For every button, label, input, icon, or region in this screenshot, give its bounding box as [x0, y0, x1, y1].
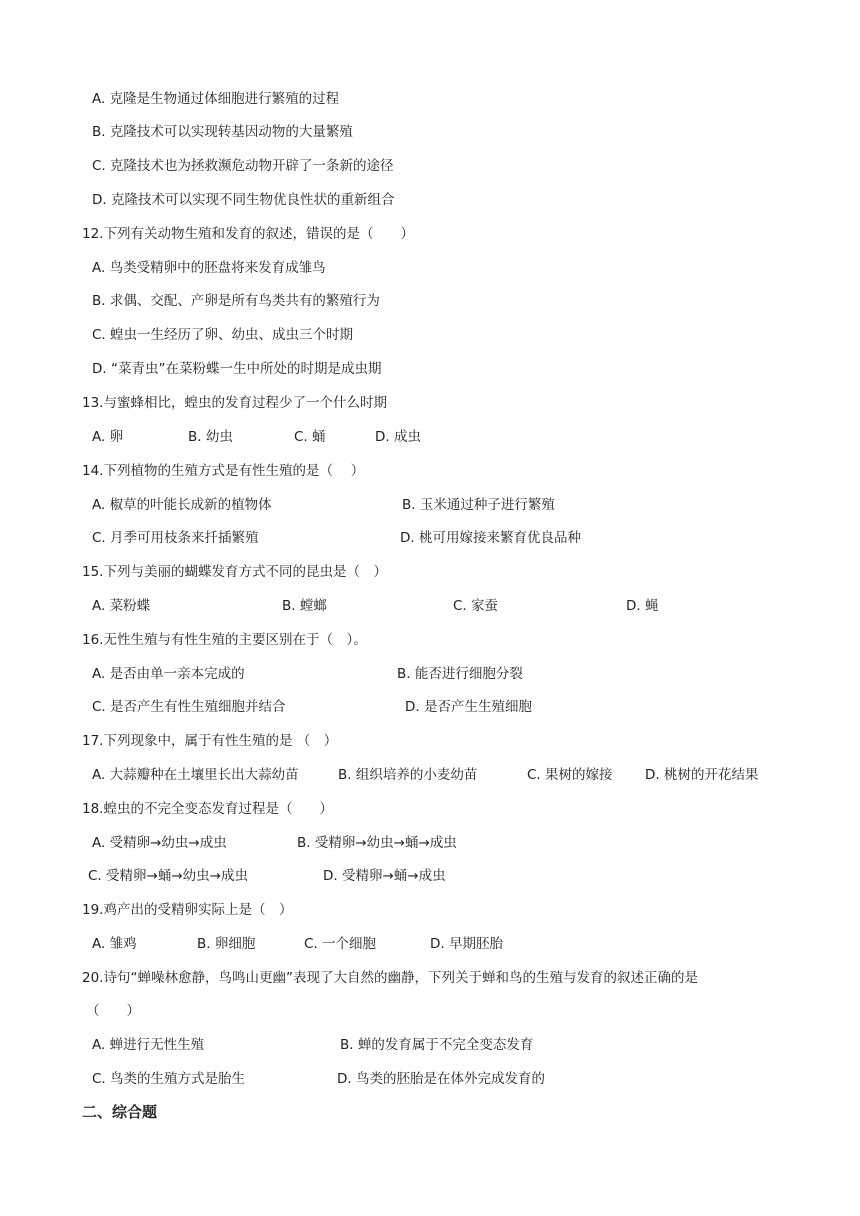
q19-option-c: C. 一个细胞 [304, 936, 377, 952]
q17-option-d: D. 桃树的开花结果 [645, 767, 759, 783]
q17-option-b: B. 组织培养的小麦幼苗 [338, 767, 478, 783]
q14-stem: 14.下列植物的生殖方式是有性生殖的是（ ） [82, 463, 365, 479]
q19-stem: 19.鸡产出的受精卵实际上是（ ） [82, 902, 293, 918]
q20-option-a: A. 蝉进行无性生殖 [92, 1037, 205, 1053]
q12-option-b: B. 求偶、交配、产卵是所有鸟类共有的繁殖行为 [92, 293, 380, 309]
q15-option-d: D. 蝇 [626, 598, 659, 614]
section-heading: 二、综合题 [82, 1103, 158, 1121]
q18-option-b: B. 受精卵→幼虫→蛹→成虫 [297, 835, 457, 851]
q14-option-b: B. 玉米通过种子进行繁殖 [402, 497, 555, 513]
q11-option-b: B. 克隆技术可以实现转基因动物的大量繁殖 [92, 124, 353, 140]
q12-option-c: C. 蝗虫一生经历了卵、幼虫、成虫三个时期 [92, 327, 354, 343]
q20-stem-continued: （ ） [86, 1003, 140, 1019]
q20-option-b: B. 蝉的发育属于不完全变态发育 [340, 1037, 534, 1053]
q19-option-d: D. 早期胚胎 [430, 936, 503, 952]
q18-option-c: C. 受精卵→蛹→幼虫→成虫 [88, 868, 248, 884]
q12-stem: 12.下列有关动物生殖和发育的叙述，错误的是（ ） [82, 226, 414, 242]
q12-option-d: D. “菜青虫”在菜粉蝶一生中所处的时期是成虫期 [92, 361, 382, 377]
q18-option-a: A. 受精卵→幼虫→成虫 [92, 835, 227, 851]
q17-option-a: A. 大蒜瓣种在土壤里长出大蒜幼苗 [92, 767, 299, 783]
q18-option-d: D. 受精卵→蛹→成虫 [323, 868, 446, 884]
q19-option-b: B. 卵细胞 [197, 936, 256, 952]
q16-option-a: A. 是否由单一亲本完成的 [92, 666, 245, 682]
q11-option-c: C. 克隆技术也为拯救濒危动物开辟了一条新的途径 [92, 158, 394, 174]
q13-option-c: C. 蛹 [294, 429, 326, 445]
q15-option-c: C. 家蚕 [453, 598, 499, 614]
q13-option-b: B. 幼虫 [188, 429, 233, 445]
q11-option-d: D. 克隆技术可以实现不同生物优良性状的重新组合 [92, 192, 395, 208]
q14-option-a: A. 椒草的叶能长成新的植物体 [92, 497, 272, 513]
q20-option-c: C. 鸟类的生殖方式是胎生 [92, 1071, 246, 1087]
q13-option-d: D. 成虫 [375, 429, 421, 445]
q17-stem: 17.下列现象中，属于有性生殖的是 （ ） [82, 733, 338, 749]
q20-stem: 20.诗句“蝉噪林愈静，鸟鸣山更幽”表现了大自然的幽静，下列关于蝉和鸟的生殖与发育的叙述正确的是 [82, 970, 698, 986]
q14-option-d: D. 桃可用嫁接来繁育优良品种 [400, 530, 581, 546]
q12-option-a: A. 鸟类受精卵中的胚盘将来发育成雏鸟 [92, 260, 326, 276]
q16-option-d: D. 是否产生生殖细胞 [405, 699, 532, 715]
q14-option-c: C. 月季可用枝条来扦插繁殖 [92, 530, 259, 546]
q17-option-c: C. 果树的嫁接 [527, 767, 613, 783]
q18-stem: 18.蝗虫的不完全变态发育过程是（ ） [82, 801, 333, 817]
q13-option-a: A. 卵 [92, 429, 124, 445]
q16-stem: 16.无性生殖与有性生殖的主要区别在于（ ）。 [82, 632, 367, 648]
q16-option-c: C. 是否产生有性生殖细胞并结合 [92, 699, 286, 715]
q13-stem: 13.与蜜蜂相比，蝗虫的发育过程少了一个什么时期 [82, 395, 387, 411]
q15-option-b: B. 螳螂 [282, 598, 327, 614]
q11-option-a: A. 克隆是生物通过体细胞进行繁殖的过程 [92, 91, 340, 107]
q16-option-b: B. 能否进行细胞分裂 [397, 666, 523, 682]
q20-option-d: D. 鸟类的胚胎是在体外完成发育的 [337, 1071, 545, 1087]
q19-option-a: A. 雏鸡 [92, 936, 137, 952]
q15-stem: 15.下列与美丽的蝴蝶发育方式不同的昆虫是（ ） [82, 564, 387, 580]
q15-option-a: A. 菜粉蝶 [92, 598, 151, 614]
